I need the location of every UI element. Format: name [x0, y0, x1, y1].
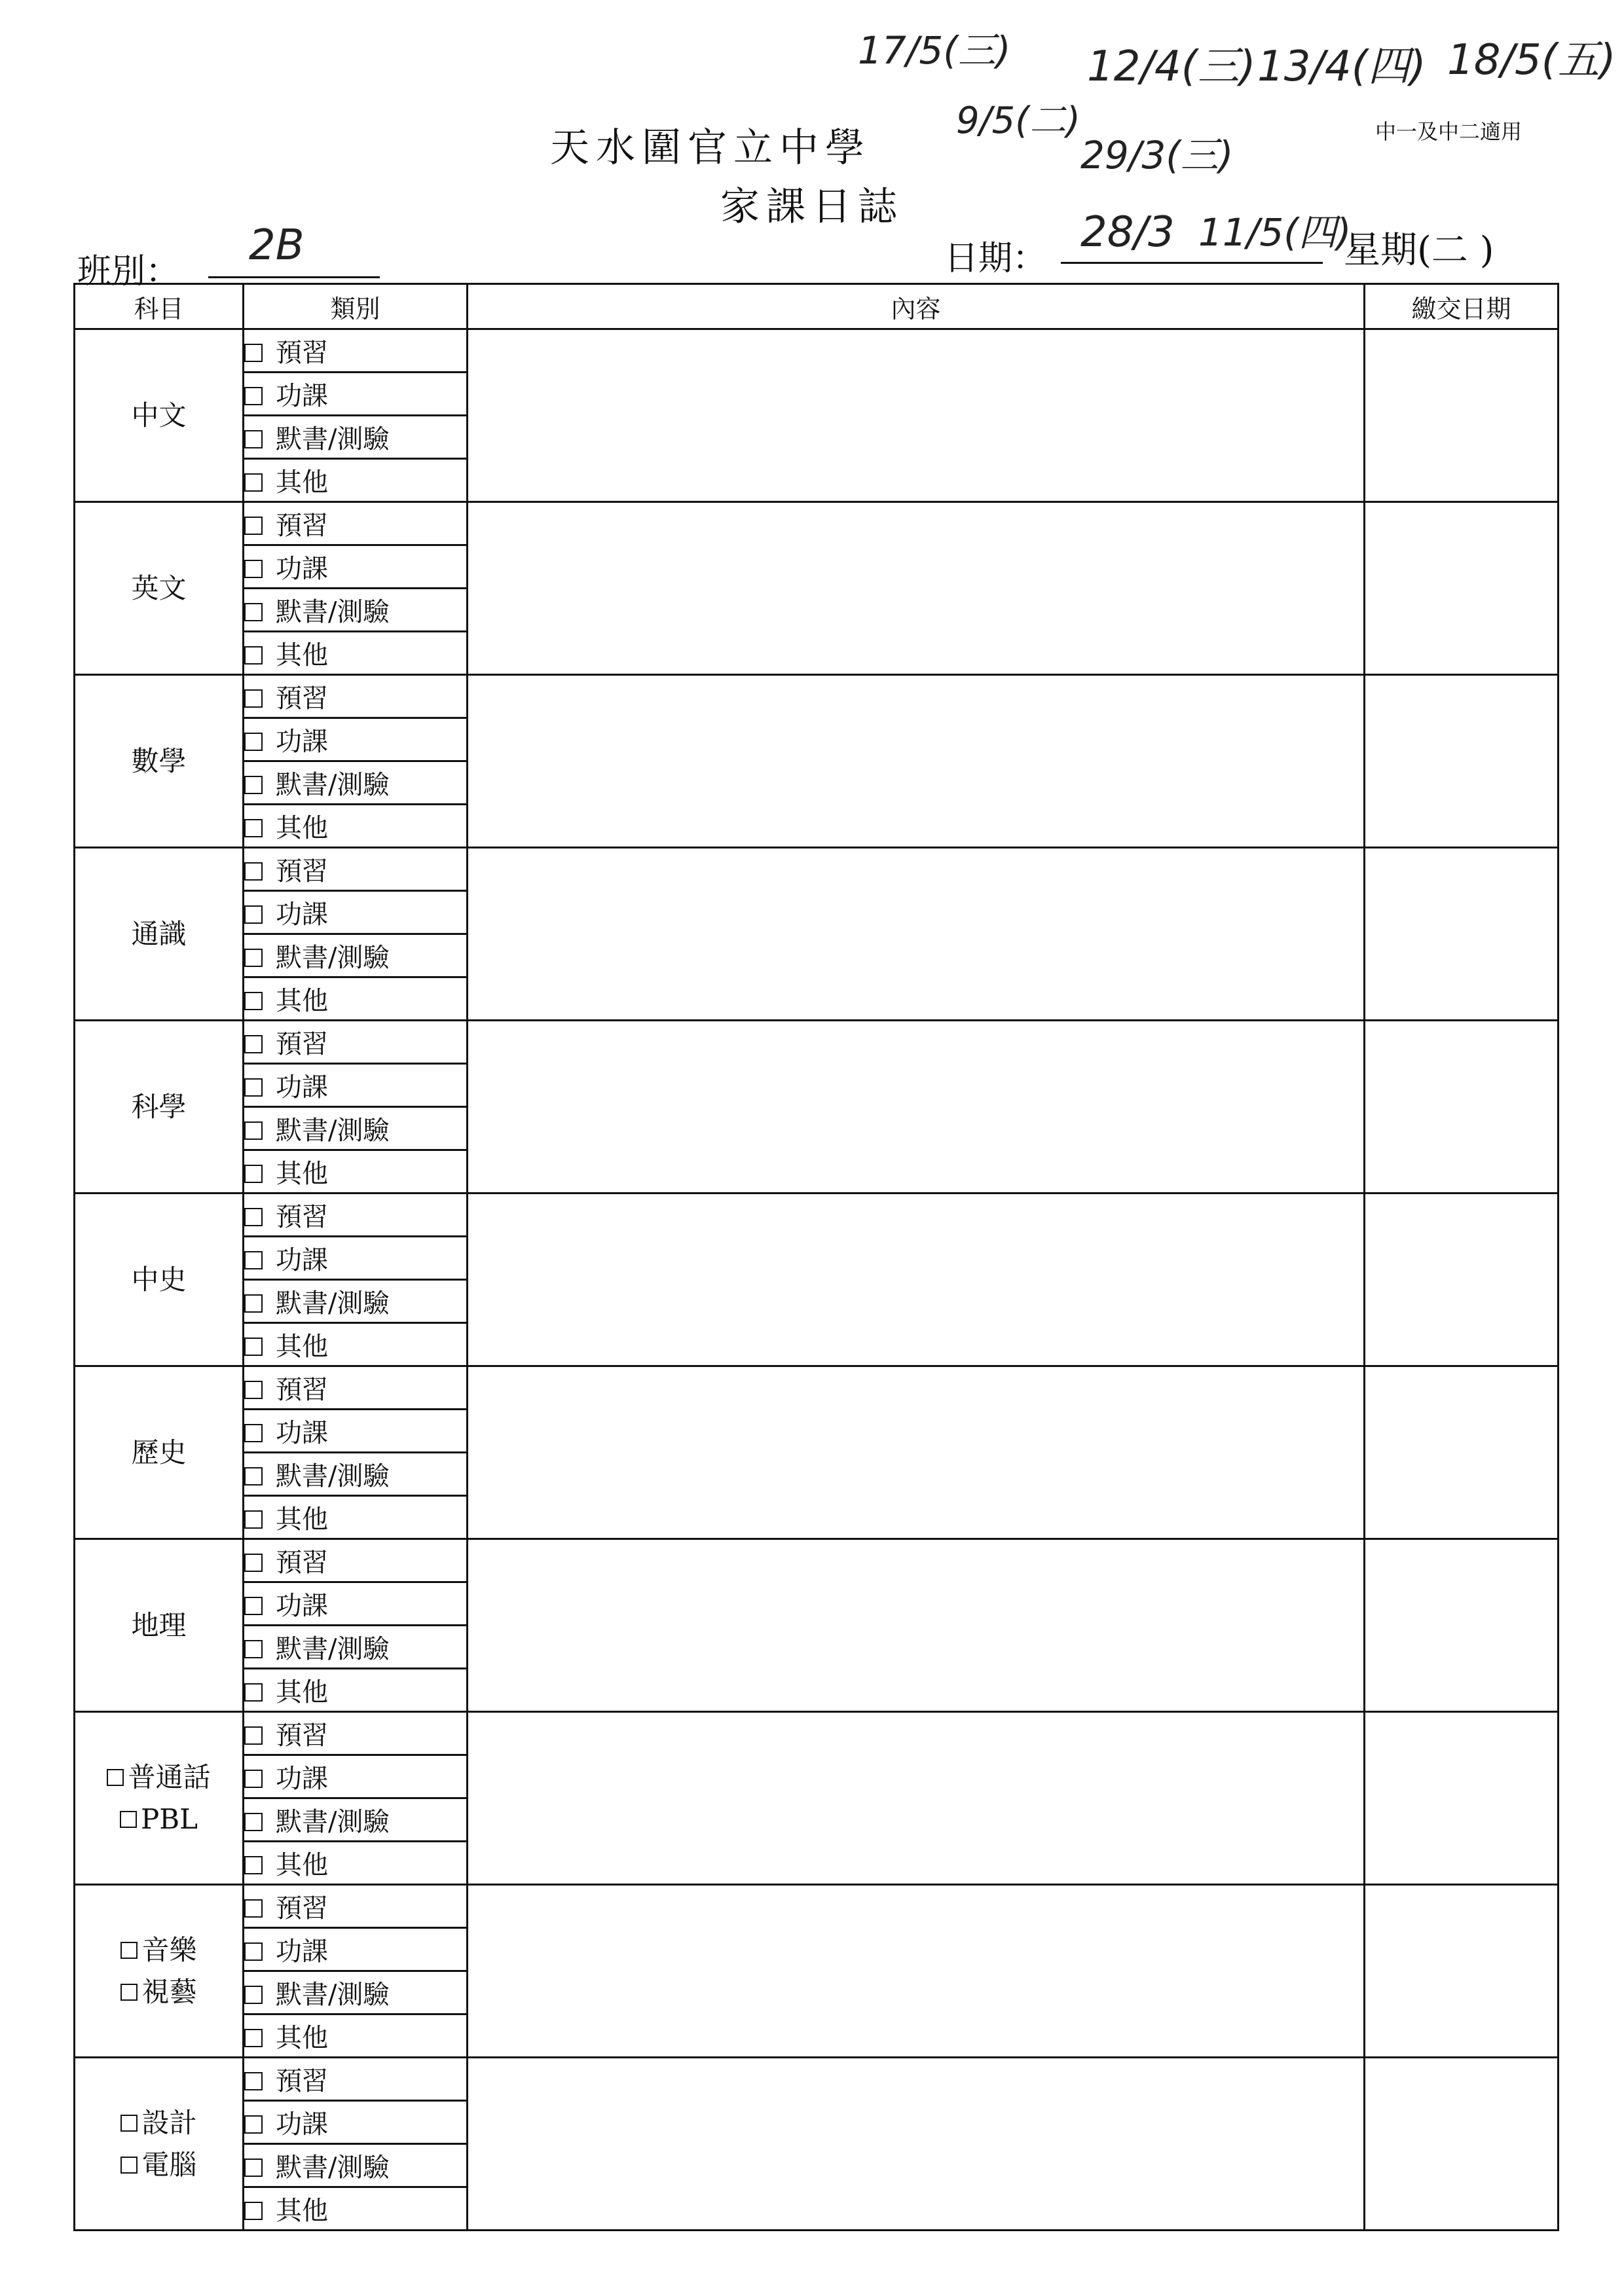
category-label: 預習 [276, 683, 328, 714]
subject-label: 中史 [131, 1263, 187, 1296]
due-date-cell[interactable] [1365, 1194, 1559, 1366]
applies-to-note: 中一及中二適用 [1375, 119, 1522, 144]
category-label: 默書/測驗 [276, 1980, 390, 2010]
subject-label: 科學 [131, 1090, 187, 1123]
table-row [75, 1539, 1559, 1582]
date-label: 日期： [944, 239, 1047, 278]
due-date-cell[interactable] [1365, 329, 1559, 502]
handwritten-date: 28/3 [1080, 208, 1175, 257]
category-cell [244, 1453, 468, 1496]
category-cell [244, 1582, 468, 1626]
category-cell [244, 1021, 468, 1064]
table-row [75, 1712, 1559, 1755]
category-label: 功課 [276, 900, 328, 930]
content-cell[interactable] [468, 1539, 1365, 1712]
category-label: 默書/測驗 [276, 770, 390, 800]
category-checkbox[interactable] [244, 689, 263, 708]
subject-cell [75, 1712, 244, 1885]
table-row [75, 329, 1559, 373]
category-checkbox[interactable] [244, 1986, 263, 2004]
category-cell [244, 329, 468, 373]
category-checkbox[interactable] [244, 1208, 263, 1226]
category-checkbox[interactable] [244, 1294, 263, 1313]
category-cell [244, 1669, 468, 1712]
content-cell[interactable] [468, 502, 1365, 675]
category-cell [244, 1971, 468, 2014]
category-cell [244, 1626, 468, 1669]
subject-label: 視藝 [141, 1975, 197, 2008]
class-field[interactable]: 2B [249, 221, 304, 270]
subject-checkbox[interactable] [107, 1769, 124, 1786]
header-content: 內容 [468, 284, 1365, 329]
date-underline [1061, 262, 1323, 264]
category-checkbox[interactable] [244, 2159, 263, 2177]
category-label: 預習 [276, 1893, 328, 1923]
content-cell[interactable] [468, 1194, 1365, 1366]
subject-label: 設計 [141, 2106, 197, 2139]
category-cell [244, 632, 468, 675]
category-cell [244, 1755, 468, 1798]
category-cell [244, 1366, 468, 1410]
category-cell [244, 1842, 468, 1885]
subject-name [75, 1086, 242, 1128]
subject-label: 音樂 [141, 1933, 197, 1966]
school-title: 天水圍官立中學 [550, 125, 871, 171]
subject-name [75, 1259, 242, 1301]
class-underline [208, 276, 380, 278]
category-cell [244, 2058, 468, 2101]
category-label: 預習 [276, 1029, 328, 1059]
category-checkbox[interactable] [244, 2115, 263, 2134]
category-cell [244, 1539, 468, 1582]
category-checkbox[interactable] [244, 2202, 263, 2220]
category-label: 預習 [276, 338, 328, 368]
subject-cell [75, 848, 244, 1021]
handwritten-date: 17/5(三) [858, 28, 1011, 73]
category-checkbox[interactable] [244, 1856, 263, 1874]
due-date-cell[interactable] [1365, 848, 1559, 1021]
category-checkbox[interactable] [244, 344, 263, 362]
category-label: 其他 [276, 640, 328, 670]
category-checkbox[interactable] [244, 387, 263, 405]
subject-cell [75, 329, 244, 502]
category-label: 功課 [276, 1591, 328, 1621]
category-checkbox[interactable] [244, 1035, 263, 1053]
category-cell [244, 891, 468, 934]
category-cell [244, 1928, 468, 1971]
category-label: 默書/測驗 [276, 943, 390, 973]
subject-checkbox[interactable] [120, 1811, 137, 1828]
subject-name [75, 2144, 242, 2186]
category-checkbox[interactable] [244, 1078, 263, 1097]
category-label: 功課 [276, 1245, 328, 1275]
subject-checkbox[interactable] [120, 1942, 138, 1959]
subject-cell [75, 1194, 244, 1366]
table-row [75, 1021, 1559, 1064]
homework-table [73, 283, 1559, 2231]
class-label: 班別： [77, 252, 180, 291]
subject-name [75, 1605, 242, 1647]
category-checkbox[interactable] [244, 430, 263, 448]
category-cell [244, 1280, 468, 1323]
category-cell [244, 2014, 468, 2058]
due-date-cell[interactable] [1365, 502, 1559, 675]
category-cell [244, 2101, 468, 2144]
category-label: 默書/測驗 [276, 1807, 390, 1837]
category-cell [244, 1150, 468, 1194]
category-cell [244, 502, 468, 545]
header-subject: 科目 [75, 284, 244, 329]
handwritten-date: 13/4(四) [1257, 43, 1426, 91]
category-checkbox[interactable] [244, 1251, 263, 1269]
subject-cell [75, 2058, 244, 2231]
table-row [75, 848, 1559, 891]
category-label: 默書/測驗 [276, 1634, 390, 1664]
category-label: 預習 [276, 1548, 328, 1578]
category-cell [244, 1194, 468, 1237]
category-label: 其他 [276, 2023, 328, 2053]
content-cell[interactable] [468, 1366, 1365, 1539]
subject-name [75, 568, 242, 610]
category-label: 默書/測驗 [276, 1288, 390, 1319]
category-checkbox[interactable] [244, 2072, 263, 2090]
due-date-cell[interactable] [1365, 2058, 1559, 2231]
subject-checkbox[interactable] [120, 2115, 138, 2132]
category-checkbox[interactable] [244, 1424, 263, 1442]
subject-label: PBL [140, 1802, 198, 1835]
category-cell [244, 1798, 468, 1842]
category-label: 其他 [276, 986, 328, 1016]
subject-label: 歷史 [131, 1436, 187, 1468]
subject-label: 普通話 [128, 1760, 211, 1793]
category-label: 功課 [276, 1764, 328, 1794]
category-checkbox[interactable] [244, 1554, 263, 1572]
category-label: 默書/測驗 [276, 1461, 390, 1491]
subject-cell [75, 502, 244, 675]
handwritten-date: 9/5(二) [956, 100, 1080, 142]
category-label: 默書/測驗 [276, 1116, 390, 1146]
category-label: 功課 [276, 1072, 328, 1102]
subject-label: 中文 [131, 399, 187, 431]
category-label: 其他 [276, 1504, 328, 1535]
category-label: 預習 [276, 856, 328, 886]
handwritten-date: 11/5(四) [1198, 210, 1352, 255]
subject-label: 通識 [131, 917, 187, 950]
content-cell[interactable] [468, 1885, 1365, 2058]
category-checkbox[interactable] [244, 1338, 263, 1356]
subject-name [75, 1432, 242, 1474]
diary-title: 家課日誌 [720, 184, 904, 230]
category-checkbox[interactable] [244, 819, 263, 837]
category-checkbox[interactable] [244, 1899, 263, 1918]
category-checkbox[interactable] [244, 473, 263, 492]
category-checkbox[interactable] [244, 733, 263, 751]
category-label: 其他 [276, 1159, 328, 1189]
category-cell [244, 1323, 468, 1366]
header-due-date: 繳交日期 [1365, 284, 1559, 329]
weekday-label: 星期(二 ) [1344, 229, 1494, 272]
category-label: 其他 [276, 1332, 328, 1362]
category-label: 其他 [276, 467, 328, 498]
due-date-cell[interactable] [1365, 1885, 1559, 2058]
category-label: 功課 [276, 2109, 328, 2140]
category-checkbox[interactable] [244, 905, 263, 924]
category-checkbox[interactable] [244, 1726, 263, 1745]
subject-name [75, 913, 242, 955]
category-checkbox[interactable] [244, 949, 263, 967]
subject-label: 數學 [131, 744, 187, 777]
category-label: 其他 [276, 2196, 328, 2226]
category-checkbox[interactable] [244, 2029, 263, 2047]
category-cell [244, 934, 468, 977]
category-cell [244, 977, 468, 1021]
category-cell [244, 761, 468, 805]
category-label: 預習 [276, 1721, 328, 1751]
category-label: 其他 [276, 1677, 328, 1707]
category-cell [244, 589, 468, 632]
category-checkbox[interactable] [244, 517, 263, 535]
due-date-cell[interactable] [1365, 1366, 1559, 1539]
category-cell [244, 416, 468, 459]
category-label: 默書/測驗 [276, 424, 390, 454]
category-label: 預習 [276, 511, 328, 541]
category-checkbox[interactable] [244, 1510, 263, 1529]
content-cell[interactable] [468, 1021, 1365, 1194]
table-row [75, 1366, 1559, 1410]
table-row [75, 1885, 1559, 1928]
category-checkbox[interactable] [244, 1597, 263, 1615]
table-row [75, 1194, 1559, 1237]
content-cell[interactable] [468, 2058, 1365, 2231]
category-cell [244, 373, 468, 416]
handwritten-date: 18/5(五) [1447, 36, 1616, 84]
category-label: 其他 [276, 1850, 328, 1880]
table-row [75, 2058, 1559, 2101]
subject-checkbox[interactable] [120, 1984, 138, 2001]
category-checkbox[interactable] [244, 1165, 263, 1183]
category-label: 其他 [276, 813, 328, 843]
category-label: 預習 [276, 2066, 328, 2096]
category-checkbox[interactable] [244, 560, 263, 578]
category-checkbox[interactable] [244, 1121, 263, 1140]
category-checkbox[interactable] [244, 776, 263, 794]
category-label: 默書/測驗 [276, 597, 390, 627]
due-date-cell[interactable] [1365, 675, 1559, 848]
handwritten-date: 12/4(三) [1087, 43, 1256, 91]
category-cell [244, 1885, 468, 1928]
category-cell [244, 805, 468, 848]
category-cell [244, 1064, 468, 1107]
category-checkbox[interactable] [244, 1942, 263, 1961]
category-cell [244, 1496, 468, 1539]
table-header-row [75, 284, 1559, 329]
category-cell [244, 675, 468, 718]
category-checkbox[interactable] [244, 992, 263, 1010]
due-date-cell[interactable] [1365, 1712, 1559, 1885]
subject-name [75, 395, 242, 437]
category-cell [244, 718, 468, 761]
due-date-cell[interactable] [1365, 1021, 1559, 1194]
category-cell [244, 2187, 468, 2231]
category-cell [244, 2144, 468, 2187]
subject-name [75, 740, 242, 782]
handwritten-date: 29/3(三) [1080, 133, 1234, 177]
subject-label: 英文 [131, 572, 187, 604]
content-cell[interactable] [468, 848, 1365, 1021]
category-checkbox[interactable] [244, 1640, 263, 1658]
category-cell [244, 1237, 468, 1280]
subject-checkbox[interactable] [120, 2157, 138, 2174]
category-cell [244, 1712, 468, 1755]
subject-label: 電腦 [141, 2148, 197, 2181]
category-cell [244, 1107, 468, 1150]
header-category: 類別 [244, 284, 468, 329]
category-label: 功課 [276, 1418, 328, 1448]
subject-name [75, 1798, 242, 1840]
category-label: 預習 [276, 1202, 328, 1232]
subject-cell [75, 675, 244, 848]
category-checkbox[interactable] [244, 1813, 263, 1831]
subject-cell [75, 1021, 244, 1194]
category-checkbox[interactable] [244, 603, 263, 621]
subject-name [75, 2102, 242, 2144]
category-label: 功課 [276, 727, 328, 757]
table-row [75, 675, 1559, 718]
category-label: 功課 [276, 381, 328, 411]
table-body [75, 329, 1559, 2231]
subject-name [75, 1757, 242, 1798]
subject-label: 地理 [131, 1609, 187, 1641]
subject-name [75, 1929, 242, 1971]
subject-name [75, 1971, 242, 2013]
content-cell[interactable] [468, 1712, 1365, 1885]
category-label: 功課 [276, 554, 328, 584]
category-cell [244, 848, 468, 891]
content-cell[interactable] [468, 675, 1365, 848]
category-checkbox[interactable] [244, 1683, 263, 1702]
due-date-cell[interactable] [1365, 1539, 1559, 1712]
category-label: 功課 [276, 1937, 328, 1967]
category-checkbox[interactable] [244, 646, 263, 665]
category-checkbox[interactable] [244, 1770, 263, 1788]
table-row [75, 502, 1559, 545]
content-cell[interactable] [468, 329, 1365, 502]
category-checkbox[interactable] [244, 862, 263, 881]
category-cell [244, 1410, 468, 1453]
category-cell [244, 459, 468, 502]
category-label: 預習 [276, 1375, 328, 1405]
category-checkbox[interactable] [244, 1381, 263, 1399]
category-label: 默書/測驗 [276, 2153, 390, 2183]
subject-cell [75, 1539, 244, 1712]
subject-cell [75, 1366, 244, 1539]
subject-cell [75, 1885, 244, 2058]
category-cell [244, 545, 468, 589]
category-checkbox[interactable] [244, 1467, 263, 1485]
